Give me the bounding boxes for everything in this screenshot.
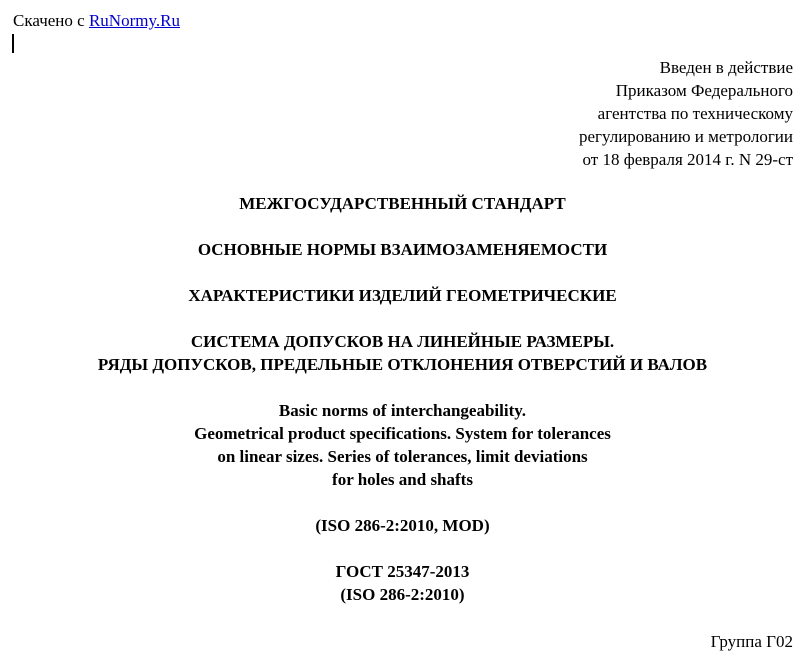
- source-prefix: Скачено с: [13, 11, 85, 30]
- english-title-line: on linear sizes. Series of tolerances, limit deviations: [217, 447, 588, 466]
- title-heading-3: [0, 330, 799, 376]
- standard-type-heading: [0, 192, 799, 215]
- title-heading-2: [0, 284, 799, 307]
- group-code: Группа Г02: [710, 632, 793, 651]
- runormy-link[interactable]: RuNormy.Ru: [88, 11, 180, 30]
- source-line: [13, 9, 180, 32]
- decree-line: от 18 февраля 2014 г. N 29-ст: [582, 150, 793, 169]
- title-line: СИСТЕМА ДОПУСКОВ НА ЛИНЕЙНЫЕ РАЗМЕРЫ.: [190, 332, 615, 351]
- iso-mod: (ISO 286-2:2010, MOD): [315, 516, 490, 535]
- iso-ref: (ISO 286-2:2010): [340, 585, 465, 604]
- title-heading-1: [0, 238, 799, 261]
- iso-mod-block: [0, 514, 799, 537]
- title-line: ОСНОВНЫЕ НОРМЫ ВЗАИМОЗАМЕНЯЕМОСТИ: [197, 240, 608, 259]
- decree-line: Приказом Федерального: [615, 81, 793, 100]
- decree-block: [579, 56, 793, 171]
- text-cursor: [12, 34, 14, 53]
- decree-line: регулированию и метрологии: [578, 127, 793, 146]
- title-line: РЯДЫ ДОПУСКОВ, ПРЕДЕЛЬНЫЕ ОТКЛОНЕНИЯ ОТВЕРСТИЙ И ВАЛОВ: [97, 355, 708, 374]
- english-title-line: Basic norms of interchangeability.: [278, 401, 527, 420]
- decree-line: Введен в действие: [659, 58, 793, 77]
- english-title: [0, 399, 799, 491]
- english-title-line: for holes and shafts: [332, 470, 473, 489]
- gost-number: ГОСТ 25347-2013: [335, 562, 470, 581]
- gost-block: [0, 560, 799, 606]
- standard-type: МЕЖГОСУДАРСТВЕННЫЙ СТАНДАРТ: [239, 194, 566, 213]
- english-title-line: Geometrical product specifications. System for tolerances: [194, 424, 611, 443]
- decree-line: агентства по техническому: [597, 104, 793, 123]
- title-line: ХАРАКТЕРИСТИКИ ИЗДЕЛИЙ ГЕОМЕТРИЧЕСКИЕ: [188, 286, 617, 305]
